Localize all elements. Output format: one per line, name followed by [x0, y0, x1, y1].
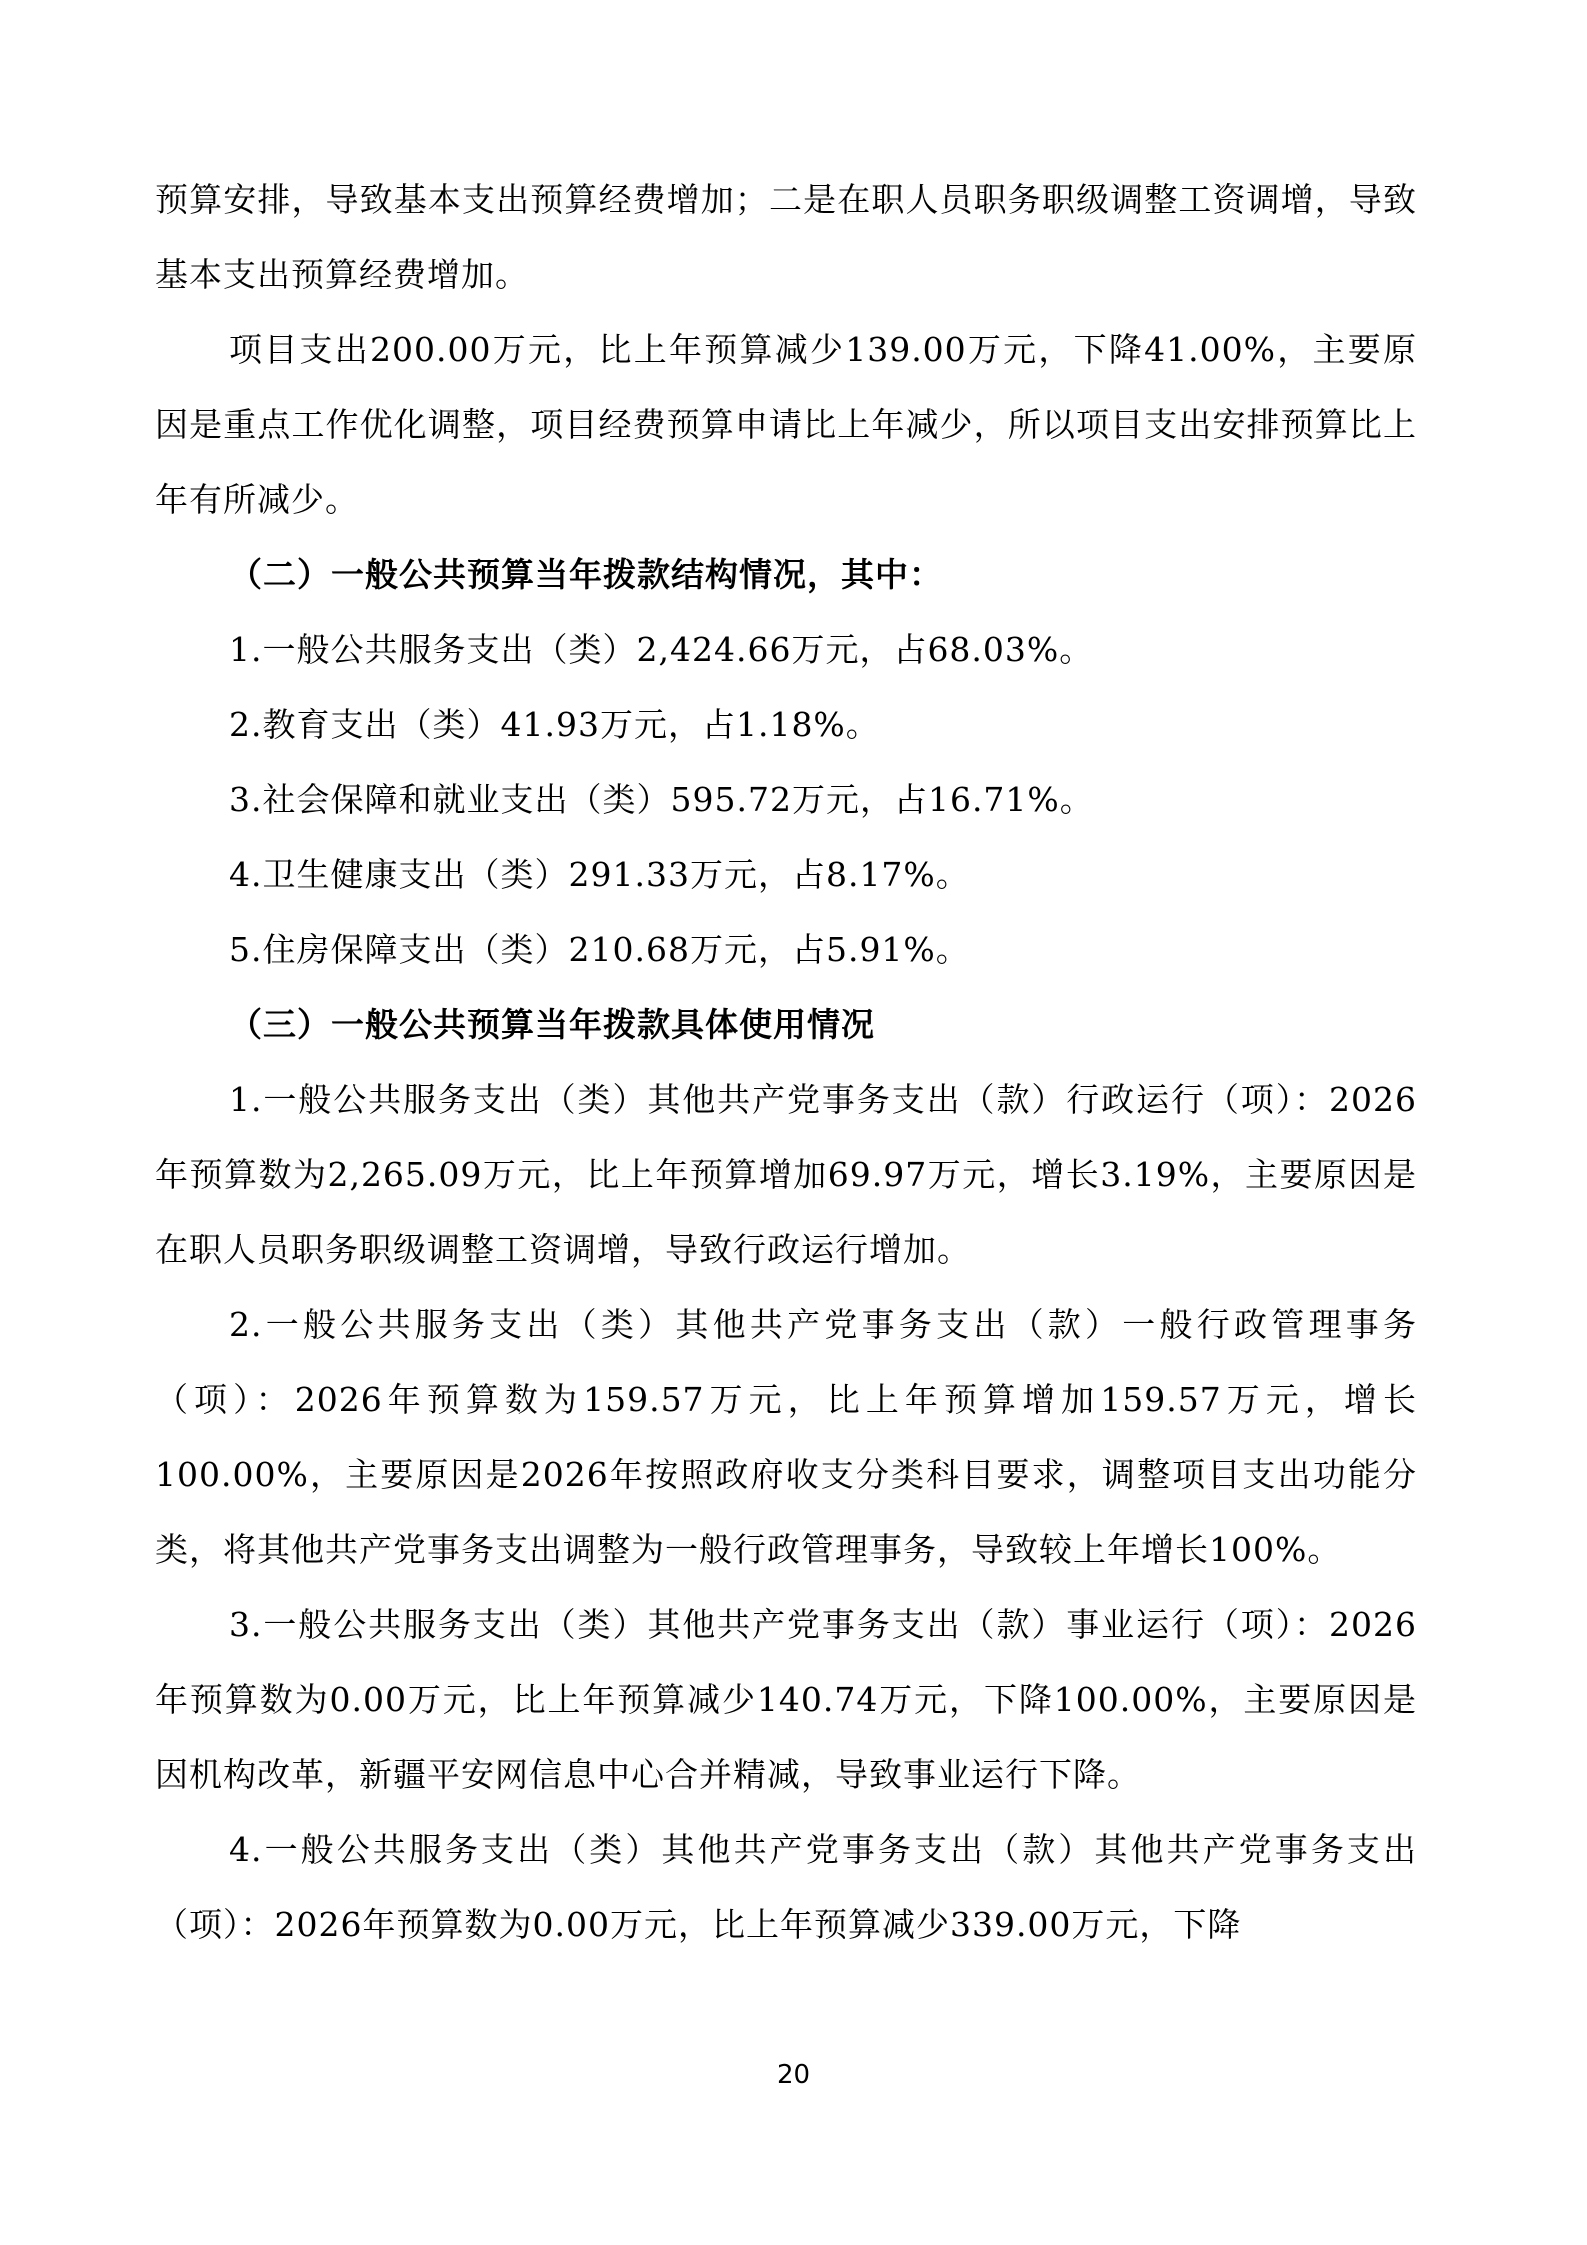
list-item: 1.一般公共服务支出（类）2,424.66万元，占68.03%。: [229, 630, 1094, 669]
list-item: 2.一般公共服务支出（类）其他共产党事务支出（款）一般行政管理事务（项）：2026年预算数为159.57万元，比上年预算增加159.57万元，增长100.00%，主要原因是2026年按照政府收支分类科目要求，调整项目支出功能分类，将其他共产党事务支出调整为一般行政管理事务，导致较上年增长100%。: [155, 1305, 1417, 1569]
list-item: 3.一般公共服务支出（类）其他共产党事务支出（款）事业运行（项）：2026年预算数为0.00万元，比上年预算减少140.74万元，下降100.00%，主要原因是因机构改革，新疆平安网信息中心合并精减，导致事业运行下降。: [155, 1605, 1417, 1794]
list-item: 2.教育支出（类）41.93万元，占1.18%。: [229, 705, 880, 744]
section-heading-usage: （三）一般公共预算当年拨款具体使用情况: [229, 1005, 875, 1044]
document-body: [155, 162, 1417, 1962]
list-item: 4.一般公共服务支出（类）其他共产党事务支出（款）其他共产党事务支出（项）：2026年预算数为0.00万元，比上年预算减少339.00万元，下降: [155, 1830, 1417, 1944]
list-item: 4.卫生健康支出（类）291.33万元，占8.17%。: [229, 855, 970, 894]
section-heading-structure: （二）一般公共预算当年拨款结构情况，其中：: [229, 555, 943, 594]
paragraph-basic-expenditure: 预算安排，导致基本支出预算经费增加；二是在职人员职务职级调整工资调增，导致基本支出预算经费增加。: [155, 180, 1417, 294]
page-number: 20: [776, 2060, 811, 2090]
paragraph-project-expenditure: 项目支出200.00万元，比上年预算减少139.00万元，下降41.00%，主要原因是重点工作优化调整，项目经费预算申请比上年减少，所以项目支出安排预算比上年有所减少。: [155, 330, 1417, 519]
list-item: 1.一般公共服务支出（类）其他共产党事务支出（款）行政运行（项）：2026年预算数为2,265.09万元，比上年预算增加69.97万元，增长3.19%，主要原因是在职人员职务职级调整工资调增，导致行政运行增加。: [155, 1080, 1417, 1269]
list-item: 3.社会保障和就业支出（类）595.72万元，占16.71%。: [229, 780, 1094, 819]
list-item: 5.住房保障支出（类）210.68万元，占5.91%。: [229, 930, 970, 969]
